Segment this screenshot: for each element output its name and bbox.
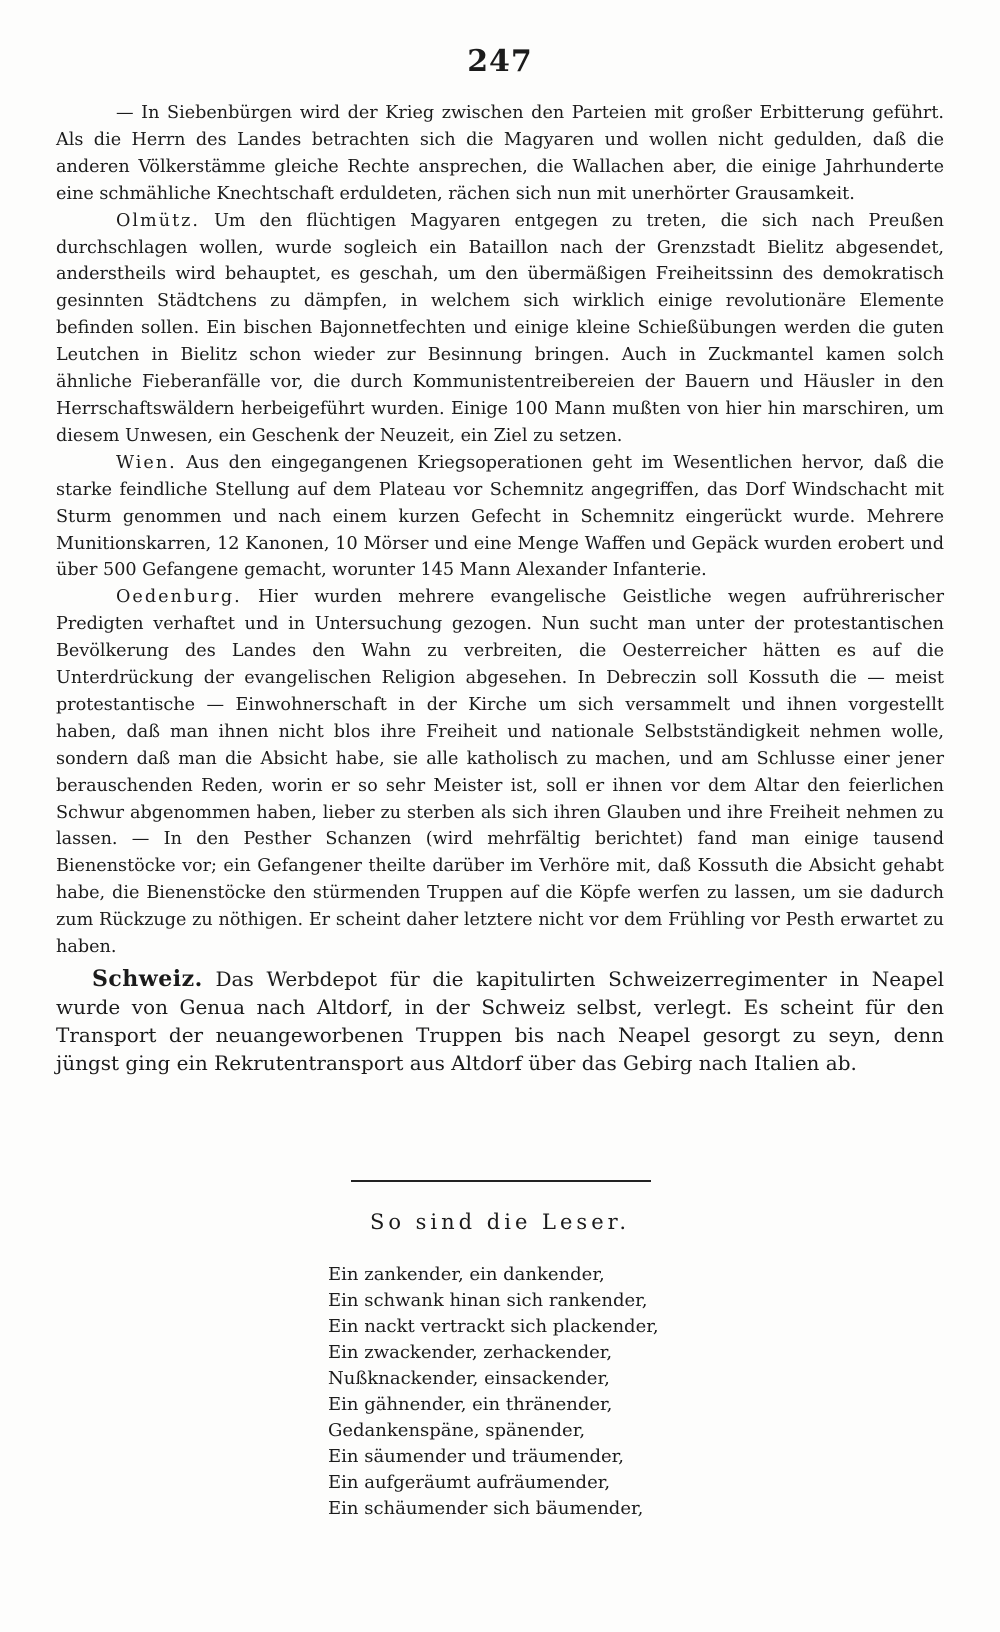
poem-line: Ein nackt vertrackt sich plackender, — [328, 1316, 659, 1337]
poem-line: Ein schwank hinan sich rankender, — [328, 1290, 648, 1311]
page-number: 247 — [467, 44, 533, 79]
section-heading-schweiz: Schweiz. — [92, 966, 203, 992]
poem-line: Ein gähnender, ein thränender, — [328, 1394, 613, 1415]
olmuetz-paragraph — [56, 208, 944, 450]
oedenburg-paragraph — [56, 584, 944, 961]
poem-line: Nußknackender, einsackender, — [328, 1368, 610, 1389]
article-column — [56, 100, 944, 1077]
schweiz-paragraph — [56, 965, 944, 1077]
poem-line: Ein aufgeräumt aufräumender, — [328, 1472, 611, 1493]
wien-text: Aus den eingegangenen Kriegsoperationen geht im Wesentlichen hervor, daß die starke feindliche Stellung auf dem Plateau vor Schemnitz angegriffen, das Dorf Windschacht mit Sturm genommen und nach einem kurzen Gefecht in Schemnitz eingerückt wurde. Mehrere Munitionskarren, 12 Kanonen, 10 Mörser und eine Menge Waffen und Gepäck wurden erobert und über 500 Gefangene gemacht, worunter 145 Mann Alexander Infanterie. — [56, 452, 944, 581]
poem — [328, 1262, 659, 1522]
poem-line: Ein zankender, ein dankender, — [328, 1264, 605, 1285]
dateline-wien: Wien. — [116, 452, 177, 473]
poem-line: Ein schäumender sich bäumender, — [328, 1498, 644, 1519]
dateline-oedenburg: Oedenburg. — [116, 587, 242, 608]
oedenburg-text: Hier wurden mehrere evangelische Geistliche wegen aufrührerischer Predigten verhaftet und in Untersuchung gezogen. Nun sucht man unter der protestantischen Bevölkerung des Landes den Wahn zu verbreiten, die Oesterreicher hätten es auf die Unterdrückung der evangelischen Religion abgesehen. In Debreczin soll Kossuth die — meist protestantische — Einwohnerschaft in der Kirche um sich versammelt und ihnen vorgestellt haben, daß man ihnen nicht blos ihre Freiheit und nationale Selbstständigkeit nehmen wolle, sondern daß man die Absicht habe, sie alle katholisch zu machen, und am Schlusse einer jener berauschenden Reden, worin er so sehr Meister ist, soll er ihnen vor dem Altar den feierlichen Schwur abgenommen haben, lieber zu sterben als sich ihren Glauben und ihre Freiheit nehmen zu lassen. — In den Pesther Schanzen (wird mehrfältig berichtet) fand man einige tausend Bienenstöcke vor; ein Gefangener theilte darüber im Verhöre mit, daß Kossuth die Absicht gehabt habe, die Bienenstöcke den stürmenden Truppen auf die Köpfe werfen zu lassen, um sie dadurch zum Rückzuge zu nöthigen. Er scheint daher letztere nicht vor dem Frühling vor Pesth erwartet zu haben. — [56, 587, 944, 958]
siebenbuergen-paragraph: — In Siebenbürgen wird der Krieg zwischen den Parteien mit großer Erbitterung geführt. Als die Herrn des Landes betrachten sich die Magyaren und wollen nicht gedulden, daß die anderen Völkerstämme gleiche Rechte ansprechen, die Wallachen aber, die einige Jahrhunderte eine schmähliche Knechtschaft erduldeten, rächen sich nun mit unerhörter Grausamkeit. — [56, 103, 944, 204]
poem-title: So sind die Leser. — [369, 1210, 631, 1234]
schweiz-text: Das Werbdepot für die kapitulirten Schweizerregimenter in Neapel wurde von Genua nach Altdorf, in der Schweiz selbst, verlegt. Es scheint für den Transport der neuangeworbenen Truppen bis nach Neapel gesorgt zu seyn, denn jüngst ging ein Rekrutentransport aus Altdorf über das Gebirg nach Italien ab. — [56, 967, 945, 1075]
wien-paragraph — [56, 450, 944, 585]
poem-line: Ein zwackender, zerhackender, — [328, 1342, 613, 1363]
olmuetz-text: Um den flüchtigen Magyaren entgegen zu treten, die sich nach Preußen durchschlagen wollen, wurde sogleich ein Bataillon nach der Grenzstadt Bielitz abgesendet, anderstheils wird behauptet, es geschah, um den übermäßigen Freiheitssinn des demokratisch gesinnten Städtchens zu dämpfen, in welchem sich wirklich einige revolutionäre Elemente befinden sollen. Ein bischen Bajonnetfechten und einige kleine Schießübungen werden die guten Leutchen in Bielitz schon wieder zur Besinnung bringen. Auch in Zuckmantel kamen solch ähnliche Fieberanfälle vor, die durch Kommunistentreibereien der Bauern und Häusler in den Herrschaftswäldern herbeigeführt wurden. Einige 100 Mann mußten von hier hin marschiren, um diesem Unwesen, ein Geschenk der Neuzeit, ein Ziel zu setzen. — [56, 210, 945, 446]
poem-line: Gedankenspäne, spänender, — [328, 1420, 586, 1441]
poem-line: Ein säumender und träumender, — [328, 1446, 625, 1467]
section-divider — [351, 1180, 651, 1182]
dateline-olmuetz: Olmütz. — [116, 210, 200, 231]
